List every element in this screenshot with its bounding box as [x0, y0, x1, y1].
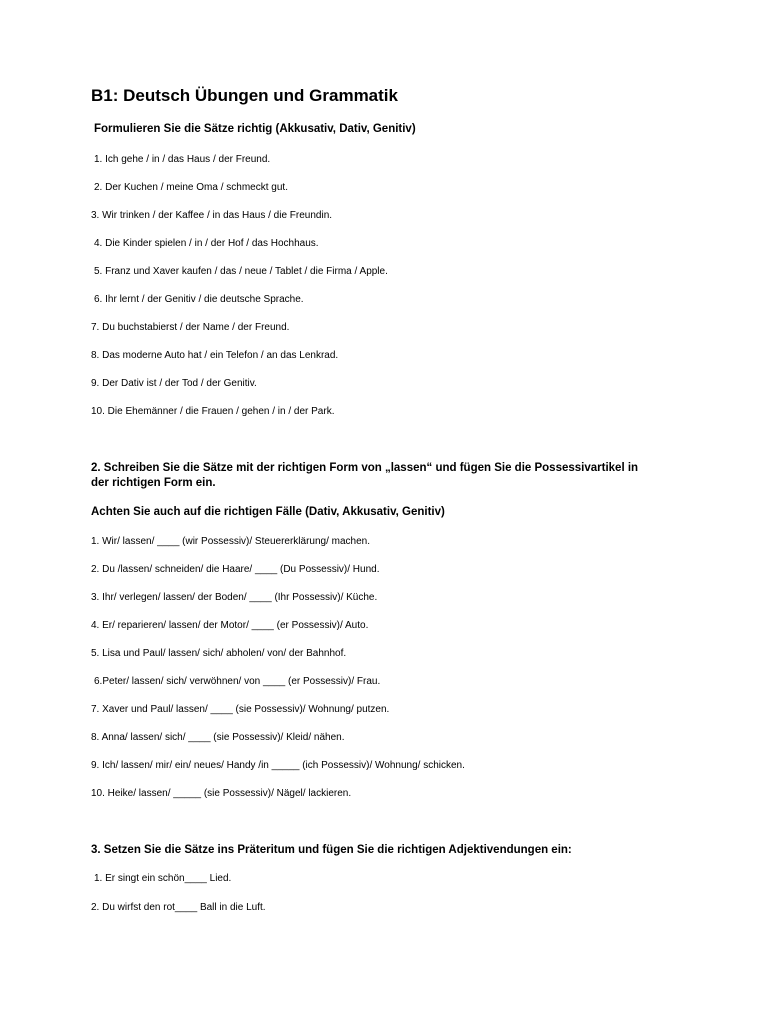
section2-item-8: 8. Anna/ lassen/ sich/ ____ (sie Possessiv)/ Kleid/ nähen.: [91, 732, 345, 743]
section2-item-3: 3. Ihr/ verlegen/ lassen/ der Boden/ ____ (Ihr Possessiv)/ Küche.: [91, 592, 378, 603]
section3-heading: 3. Setzen Sie die Sätze ins Präteritum und fügen Sie die richtigen Adjektivendungen ein:: [91, 844, 572, 856]
section2-item-5: 5. Lisa und Paul/ lassen/ sich/ abholen/ von/ der Bahnhof.: [91, 648, 347, 659]
section1-item-1: 1. Ich gehe / in / das Haus / der Freund.: [94, 154, 271, 165]
section1-heading: Formulieren Sie die Sätze richtig (Akkusativ, Dativ, Genitiv): [94, 123, 416, 135]
section2-item-1: 1. Wir/ lassen/ ____ (wir Possessiv)/ Steuererklärung/ machen.: [91, 536, 370, 547]
section1-item-6: 6. Ihr lernt / der Genitiv / die deutsche Sprache.: [94, 294, 304, 305]
section1-item-4: 4. Die Kinder spielen / in / der Hof / das Hochhaus.: [94, 238, 319, 249]
section2-item-7: 7. Xaver und Paul/ lassen/ ____ (sie Possessiv)/ Wohnung/ putzen.: [91, 704, 390, 715]
section1-item-5: 5. Franz und Xaver kaufen / das / neue / Tablet / die Firma / Apple.: [94, 266, 388, 277]
section1-item-7: 7. Du buchstabierst / der Name / der Freund.: [91, 322, 290, 333]
page-title: B1: Deutsch Übungen und Grammatik: [91, 86, 398, 105]
section1-item-3: 3. Wir trinken / der Kaffee / in das Haus / die Freundin.: [91, 210, 333, 221]
section3-item-1: 1. Er singt ein schön____ Lied.: [94, 873, 232, 884]
section3-item-2: 2. Du wirfst den rot____ Ball in die Luft.: [91, 902, 266, 913]
section1-item-10: 10. Die Ehemänner / die Frauen / gehen / in / der Park.: [91, 406, 335, 417]
section2-item-9: 9. Ich/ lassen/ mir/ ein/ neues/ Handy /in _____ (ich Possessiv)/ Wohnung/ schicken.: [91, 760, 465, 771]
section1-item-8: 8. Das moderne Auto hat / ein Telefon / an das Lenkrad.: [91, 350, 339, 361]
section2-item-6: 6.Peter/ lassen/ sich/ verwöhnen/ von ____ (er Possessiv)/ Frau.: [94, 676, 381, 687]
section2-subheading: Achten Sie auch auf die richtigen Fälle (Dativ, Akkusativ, Genitiv): [91, 506, 445, 518]
section1-item-2: 2. Der Kuchen / meine Oma / schmeckt gut.: [94, 182, 288, 193]
section1-item-9: 9. Der Dativ ist / der Tod / der Genitiv.: [91, 378, 257, 389]
section2-item-10: 10. Heike/ lassen/ _____ (sie Possessiv)/ Nägel/ lackieren.: [91, 788, 352, 799]
section2-item-4: 4. Er/ reparieren/ lassen/ der Motor/ ____ (er Possessiv)/ Auto.: [91, 620, 369, 631]
section2-item-2: 2. Du /lassen/ schneiden/ die Haare/ ____ (Du Possessiv)/ Hund.: [91, 564, 380, 575]
section2-heading: 2. Schreiben Sie die Sätze mit der richtigen Form von „lassen“ und fügen Sie die Possessivartikel in der richtigen Form ein.: [91, 462, 639, 489]
